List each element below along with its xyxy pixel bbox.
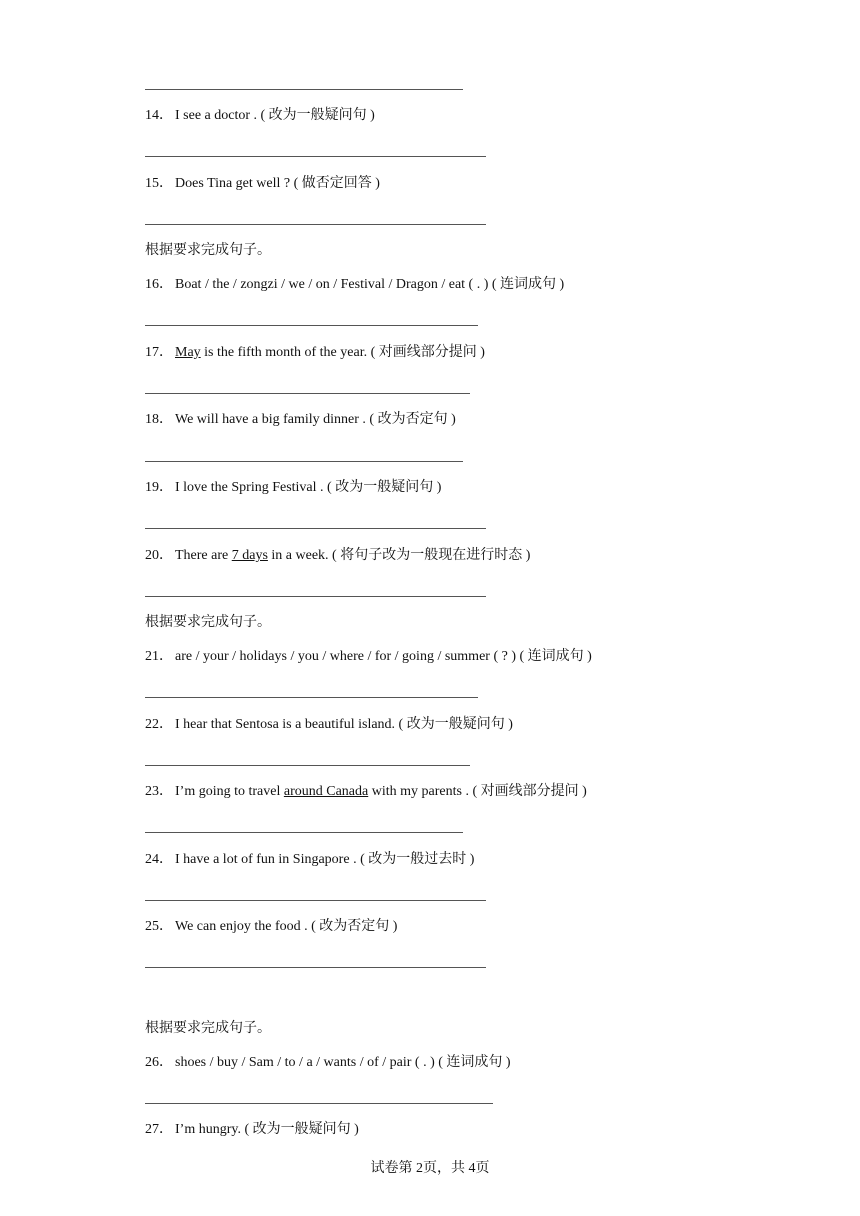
question-17: 17． May is the fifth month of the year. ( 对画线部分提问 ) bbox=[145, 345, 485, 360]
answer-line[interactable] bbox=[145, 528, 486, 529]
question-23: 23． I’m going to travel around Canada with my parents . ( 对画线部分提问 ) bbox=[145, 784, 587, 799]
answer-line[interactable] bbox=[145, 156, 486, 157]
answer-line[interactable] bbox=[145, 224, 486, 225]
question-18: 18． We will have a big family dinner . ( 改为否定句 ) bbox=[145, 412, 456, 427]
answer-line[interactable] bbox=[145, 596, 486, 597]
answer-line[interactable] bbox=[145, 89, 463, 90]
answer-line[interactable] bbox=[145, 461, 463, 462]
question-26: 26． shoes / buy / Sam / to / a / wants / of / pair ( . ) ( 连词成句 ) bbox=[145, 1055, 511, 1070]
answer-line[interactable] bbox=[145, 697, 478, 698]
section-heading: 根据要求完成句子。 bbox=[145, 243, 271, 258]
answer-line[interactable] bbox=[145, 1103, 493, 1104]
question-14: 14． I see a doctor . ( 改为一般疑问句 ) bbox=[145, 108, 375, 123]
question-19: 19． I love the Spring Festival . ( 改为一般疑问句 ) bbox=[145, 480, 442, 495]
answer-line[interactable] bbox=[145, 393, 470, 394]
answer-line[interactable] bbox=[145, 765, 470, 766]
section-heading: 根据要求完成句子。 bbox=[145, 615, 271, 630]
answer-line[interactable] bbox=[145, 832, 463, 833]
question-22: 22． I hear that Sentosa is a beautiful island. ( 改为一般疑问句 ) bbox=[145, 717, 513, 732]
question-20: 20． There are 7 days in a week. ( 将句子改为一般现在进行时态 ) bbox=[145, 548, 531, 563]
question-15: 15． Does Tina get well ? ( 做否定回答 ) bbox=[145, 176, 380, 191]
question-21: 21． are / your / holidays / you / where / for / going / summer ( ? ) ( 连词成句 ) bbox=[145, 649, 592, 664]
section-heading: 根据要求完成句子。 bbox=[145, 1021, 271, 1036]
page-footer: 试卷第 2页，共 4页 bbox=[370, 1161, 490, 1176]
question-25: 25． We can enjoy the food . ( 改为否定句 ) bbox=[145, 919, 398, 934]
question-24: 24． I have a lot of fun in Singapore . ( 改为一般过去时 ) bbox=[145, 852, 475, 867]
question-27: 27． I’m hungry. ( 改为一般疑问句 ) bbox=[145, 1122, 359, 1137]
answer-line[interactable] bbox=[145, 900, 486, 901]
question-16: 16． Boat / the / zongzi / we / on / Festival / Dragon / eat ( . ) ( 连词成句 ) bbox=[145, 277, 565, 292]
answer-line[interactable] bbox=[145, 967, 486, 968]
answer-line[interactable] bbox=[145, 325, 478, 326]
